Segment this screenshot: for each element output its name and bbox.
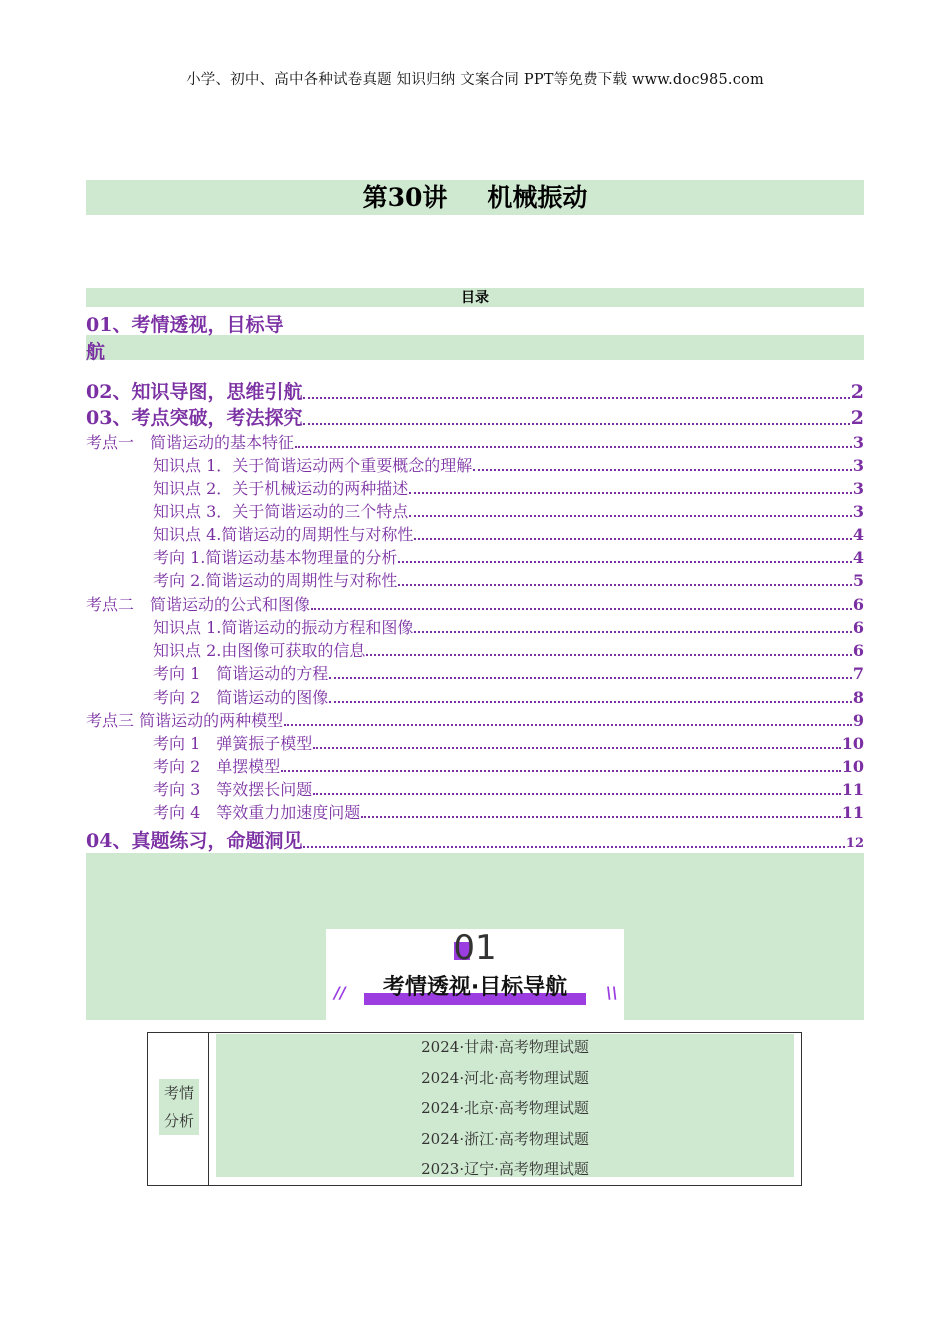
toc-leader-dots: [414, 631, 852, 633]
toc-page-number: 4: [852, 548, 864, 567]
toc-page-number: 11: [841, 780, 864, 799]
toc-entry-text: 考向 4 等效重力加速度问题: [153, 803, 361, 822]
toc-entry-text: 知识点 3．关于简谐运动的三个特点: [153, 502, 409, 521]
toc-page-number: 3: [852, 456, 864, 475]
toc-page-number: 3: [852, 502, 864, 521]
toc-entry[interactable]: [153, 615, 864, 638]
toc-page-number: 2: [850, 381, 864, 403]
toc-page-number: 3: [852, 433, 864, 452]
toc-entry-text: 考点一 简谐运动的基本特征: [86, 433, 295, 452]
toc-entry[interactable]: [153, 638, 864, 661]
toc-entry[interactable]: [153, 731, 864, 754]
toc-leader-dots: [409, 492, 852, 494]
toc-leader-dots: [284, 724, 852, 726]
toc-entry-text: 知识点 1.简谐运动的振动方程和图像: [153, 618, 414, 637]
analysis-label-line1: 考情: [163, 1084, 194, 1102]
toc-entry-text: 02、知识导图，思维引航: [86, 381, 303, 403]
toc-leader-dots: [473, 469, 852, 471]
toc-leader-dots: [361, 816, 840, 818]
toc-entry-text: 知识点 2．关于机械运动的两种描述: [153, 479, 409, 498]
toc-page-number: 10: [841, 734, 864, 753]
toc-entry-text: 考点二 简谐运动的公式和图像: [86, 595, 311, 614]
toc-entry[interactable]: [86, 826, 864, 853]
toc-leader-dots: [311, 608, 852, 610]
lecture-number: 第30讲: [362, 183, 448, 212]
toc-entry[interactable]: [153, 685, 864, 708]
toc-entry-text: 04、真题练习，命题洞见: [86, 830, 303, 852]
toc-entry-text: 03、考点突破，考法探究: [86, 407, 303, 429]
analysis-list: [216, 1034, 794, 1177]
toc-page-number: 10: [841, 757, 864, 776]
exam-analysis-table: [147, 1032, 802, 1186]
toc-entry[interactable]: [153, 777, 864, 800]
toc-page-number: 9: [852, 711, 864, 730]
toc-heading: 目录: [86, 288, 864, 307]
toc-entry-text: 知识点 1．关于简谐运动两个重要概念的理解: [153, 456, 473, 475]
toc-entry-text: 考向 1.简谐运动基本物理量的分析: [153, 548, 398, 567]
banner-title-text: 考情透视·目标导航: [382, 975, 568, 1000]
toc-entry-text: 考向 2.简谐运动的周期性与对称性: [153, 571, 398, 590]
toc-entry[interactable]: [153, 453, 864, 476]
toc-entry-text: 考向 1 弹簧振子模型: [153, 734, 313, 753]
toc-leader-dots: [295, 446, 852, 448]
toc-entry[interactable]: [153, 545, 864, 568]
toc-item-01-line1[interactable]: 01、考情透视，目标导: [86, 314, 284, 336]
banner-slash-left-icon: //: [334, 983, 346, 1002]
toc-entry[interactable]: [86, 377, 864, 404]
toc-page-number: 3: [852, 479, 864, 498]
toc-entry-text: 考向 3 等效摆长问题: [153, 780, 313, 799]
toc-item-01-line2[interactable]: 航: [86, 341, 106, 363]
toc-entry-text: 知识点 2.由图像可获取的信息: [153, 641, 366, 660]
toc-leader-dots: [409, 515, 852, 517]
toc-leader-dots: [398, 584, 852, 586]
toc-page-number: 11: [841, 803, 864, 822]
toc-leader-dots: [414, 538, 852, 540]
analysis-item: 2024·浙江·高考物理试题: [421, 1129, 589, 1148]
toc-entry[interactable]: [86, 592, 864, 615]
toc-page-number: 2: [850, 407, 864, 429]
toc-page-number: 6: [852, 618, 864, 637]
toc-entry[interactable]: [86, 430, 864, 453]
analysis-item: 2024·甘肃·高考物理试题: [421, 1038, 589, 1056]
toc-leader-dots: [366, 654, 852, 656]
toc-entry-text: 考向 2 单摆模型: [153, 757, 281, 776]
toc-leader-dots: [303, 423, 849, 425]
toc-entry[interactable]: [153, 499, 864, 522]
toc-leader-dots: [329, 677, 852, 679]
toc-entry-text: 考向 1 简谐运动的方程: [153, 664, 329, 683]
page-header: 小学、初中、高中各种试卷真题 知识归纳 文案合同 PPT等免费下载 www.doc985.com: [186, 72, 764, 88]
toc-entry[interactable]: [153, 754, 864, 777]
toc-item-01-highlight: [86, 335, 864, 360]
toc-entry-text: 知识点 4.简谐运动的周期性与对称性: [153, 525, 414, 544]
toc-entry[interactable]: [153, 476, 864, 499]
toc-page-number: 8: [852, 688, 864, 707]
toc-leader-dots: [398, 561, 852, 563]
toc-leader-dots: [281, 770, 840, 772]
toc-page-number: 12: [845, 836, 864, 851]
section-banner: [326, 929, 624, 1020]
toc-page-number: 4: [852, 525, 864, 544]
banner-title: [356, 973, 594, 1009]
toc-entry-text: 考向 2 简谐运动的图像: [153, 688, 329, 707]
lecture-topic: 机械振动: [487, 183, 588, 212]
analysis-label-line2: 分析: [163, 1112, 194, 1130]
toc-page-number: 7: [852, 664, 864, 683]
toc-leader-dots: [313, 747, 840, 749]
toc-entry[interactable]: [153, 800, 864, 823]
toc-entry[interactable]: [86, 403, 864, 430]
banner-number: 01: [453, 928, 497, 968]
analysis-item: 2023·辽宁·高考物理试题: [421, 1160, 589, 1179]
toc-leader-dots: [329, 701, 852, 703]
toc-entry-text: 考点三 简谐运动的两种模型: [86, 711, 284, 730]
banner-slash-right-icon: \\: [606, 983, 618, 1002]
toc-leader-dots: [313, 793, 840, 795]
analysis-label: [159, 1079, 199, 1135]
toc-entry[interactable]: [153, 661, 864, 684]
toc-entry[interactable]: [153, 568, 864, 591]
toc-entry[interactable]: [86, 708, 864, 731]
toc-page-number: 6: [852, 641, 864, 660]
lecture-title: [86, 180, 864, 215]
analysis-item: 2024·河北·高考物理试题: [421, 1068, 589, 1087]
analysis-item: 2024·北京·高考物理试题: [421, 1099, 589, 1118]
toc-entry[interactable]: [153, 522, 864, 545]
table-divider: [208, 1033, 209, 1186]
toc-leader-dots: [303, 846, 844, 848]
toc-leader-dots: [303, 397, 849, 399]
toc-page-number: 6: [852, 595, 864, 614]
toc-page-number: 5: [852, 571, 864, 590]
